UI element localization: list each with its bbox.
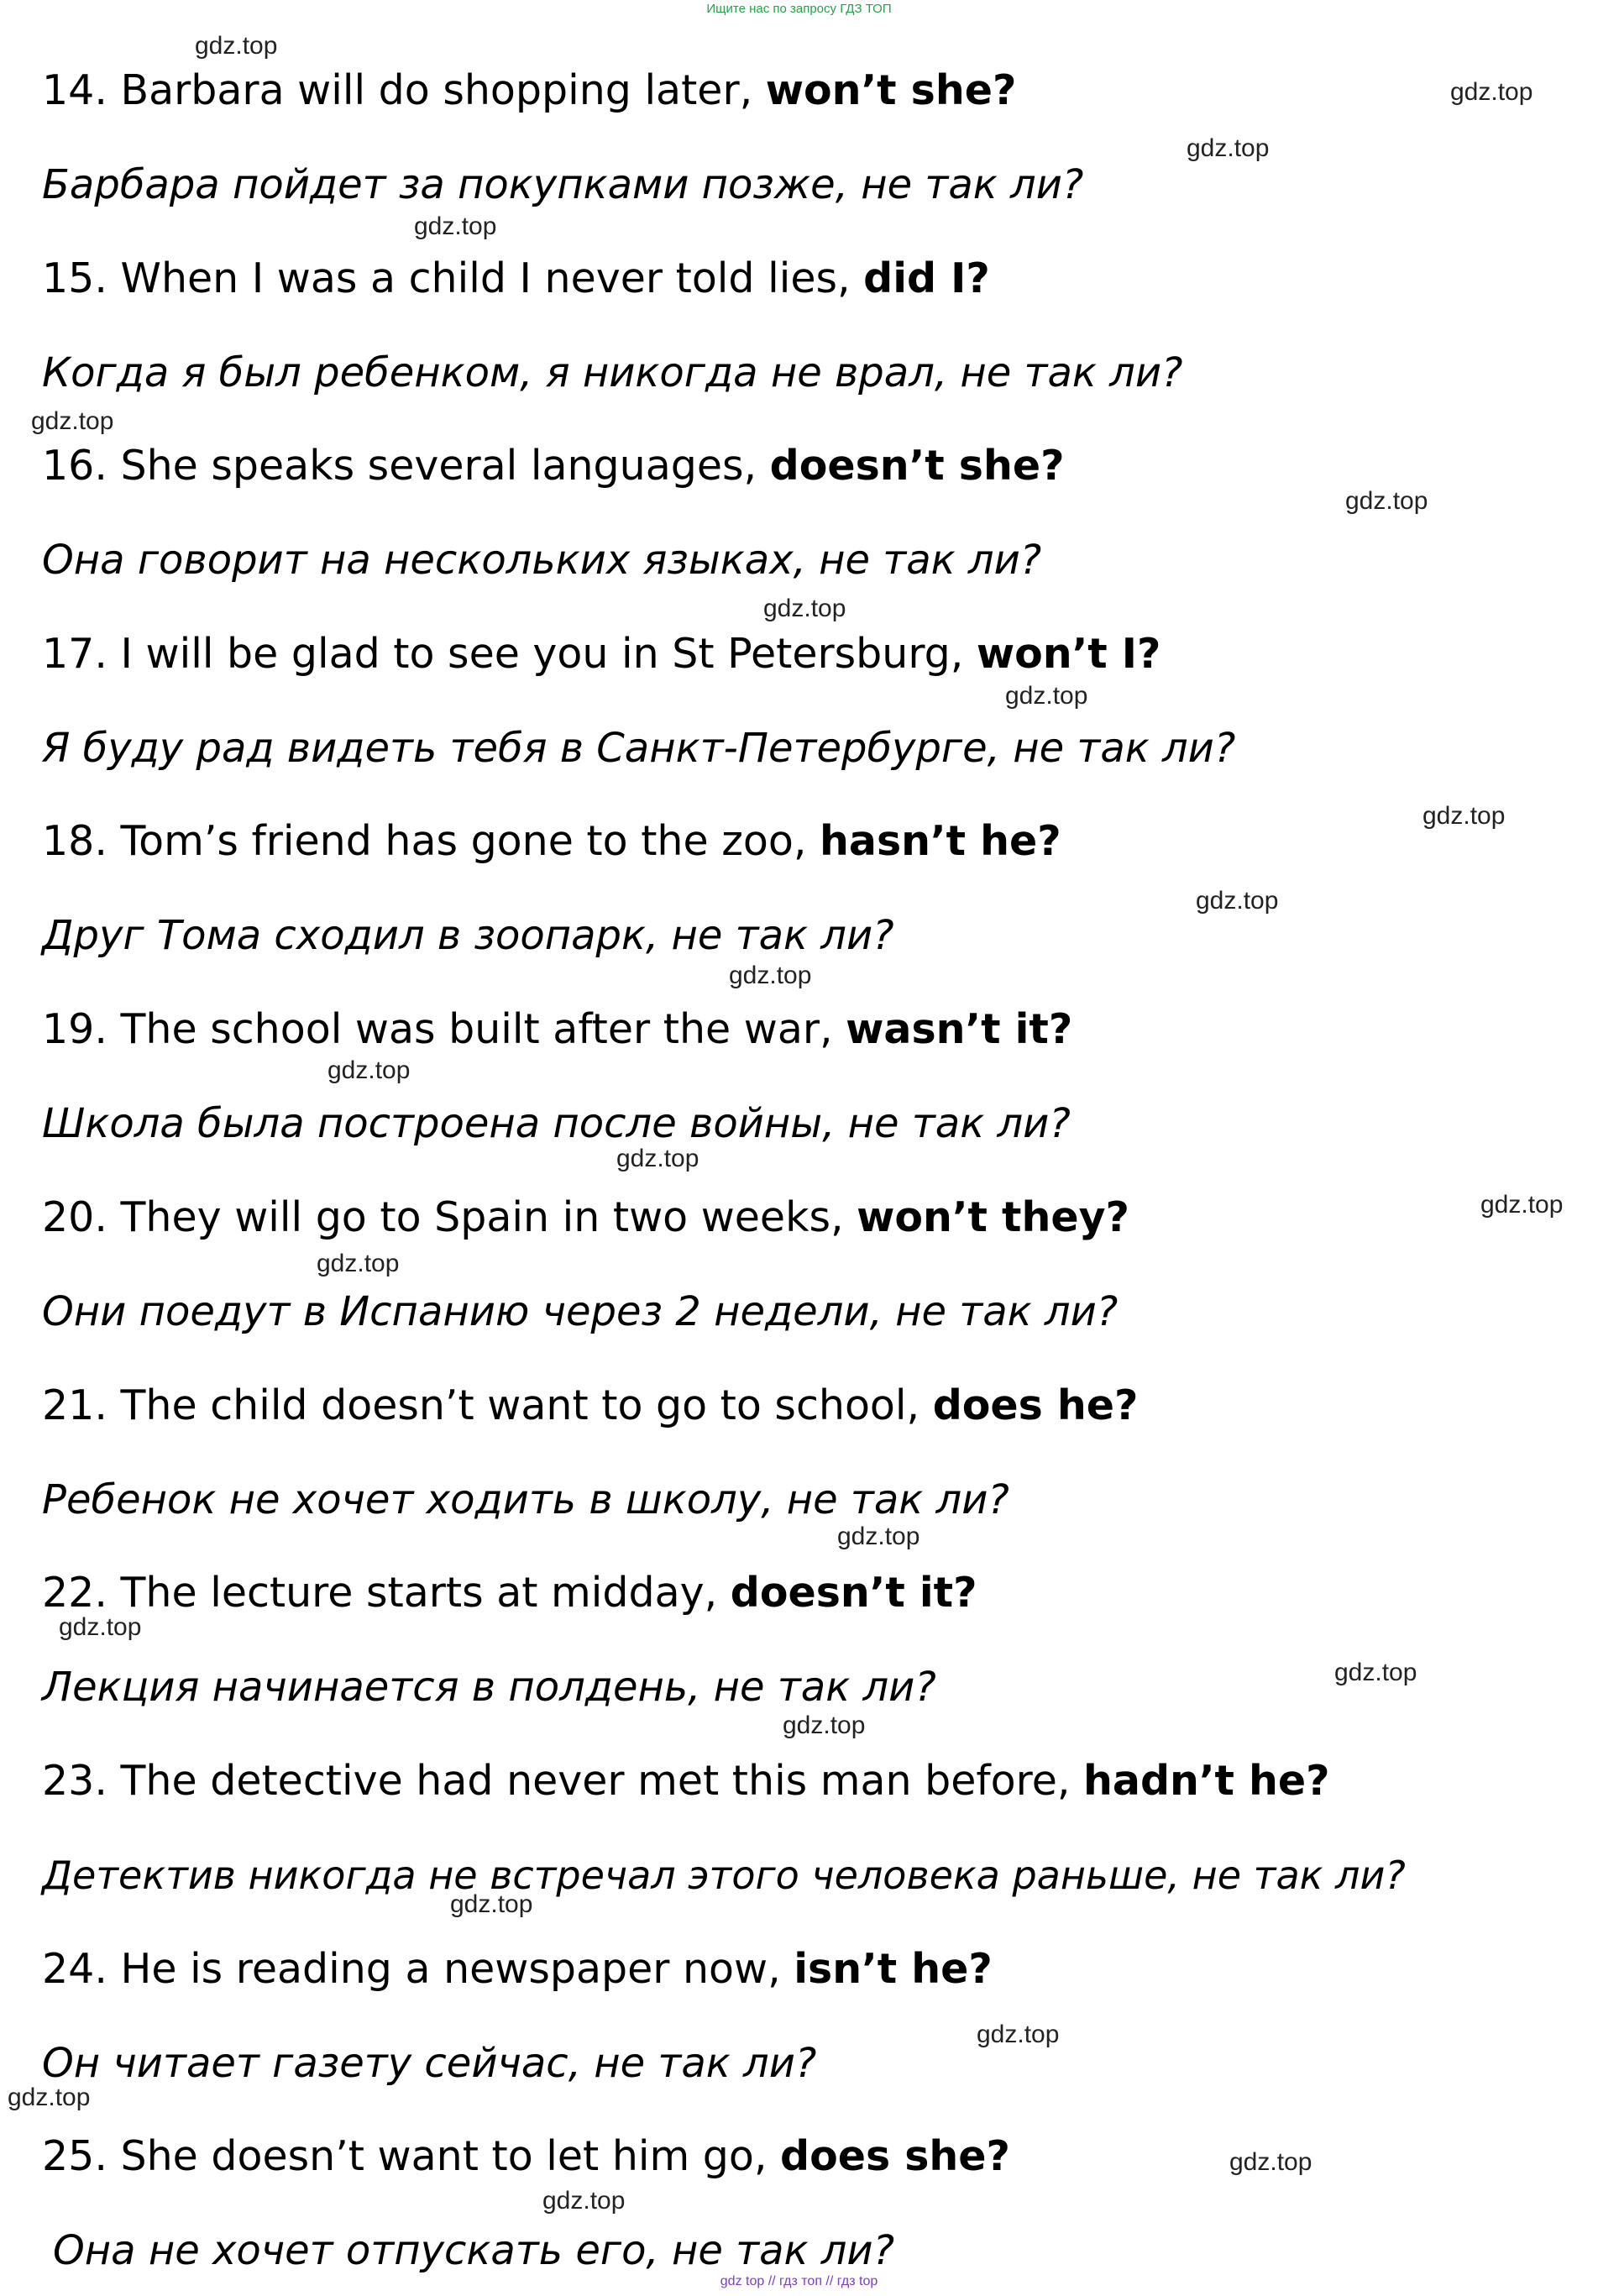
sentence-text: 17. I will be glad to see you in St Petersburg,: [42, 630, 977, 678]
russian-translation-16: Она говорит на нескольких языках, не так ли?: [42, 537, 1042, 584]
question-tag: won’t they?: [857, 1193, 1129, 1241]
watermark: gdz.top: [1450, 78, 1533, 106]
question-tag: doesn’t she?: [769, 442, 1065, 490]
watermark: gdz.top: [1229, 2148, 1312, 2176]
top-banner: Ищите нас по запросу ГДЗ ТОП: [706, 2, 892, 16]
question-tag: does he?: [932, 1381, 1139, 1429]
sentence-text: 19. The school was built after the war,: [42, 1005, 846, 1053]
russian-translation-17: Я буду рад видеть тебя в Санкт-Петербурге, не так ли?: [42, 725, 1236, 772]
sentence-text: 14. Barbara will do shopping later,: [42, 66, 766, 114]
english-sentence-20: [42, 1193, 1129, 1243]
english-sentence-16: [42, 441, 1065, 491]
watermark: gdz.top: [1480, 1191, 1564, 1219]
english-sentence-17: [42, 629, 1161, 679]
watermark: gdz.top: [1422, 802, 1506, 830]
watermark: gdz.top: [542, 2187, 626, 2215]
english-sentence-15: [42, 254, 990, 304]
russian-translation-19: Школа была построена после войны, не так ли?: [42, 1100, 1071, 1147]
question-tag: won’t I?: [976, 630, 1161, 678]
sentence-text: 18. Tom’s friend has gone to the zoo,: [42, 817, 820, 865]
watermark: gdz.top: [616, 1145, 699, 1172]
watermark: gdz.top: [450, 1890, 533, 1918]
watermark: gdz.top: [414, 212, 497, 240]
watermark: gdz.top: [1334, 1659, 1417, 1686]
english-sentence-24: [42, 1944, 993, 1995]
question-tag: did I?: [863, 254, 990, 302]
watermark: gdz.top: [195, 32, 278, 60]
russian-translation-15: Когда я был ребенком, я никогда не врал, не так ли?: [42, 349, 1183, 396]
watermark: gdz.top: [1196, 887, 1279, 915]
watermark: gdz.top: [1187, 134, 1270, 162]
russian-translation-25: Она не хочет отпускать его, не так ли?: [53, 2227, 895, 2274]
english-sentence-25: [42, 2131, 1010, 2182]
english-sentence-14: [42, 66, 1016, 116]
question-tag: won’t she?: [765, 66, 1017, 114]
watermark: gdz.top: [327, 1056, 411, 1084]
english-sentence-22: [42, 1568, 977, 1618]
sentence-text: 24. He is reading a newspaper now,: [42, 1945, 794, 1993]
russian-translation-21: Ребенок не хочет ходить в школу, не так ли?: [42, 1476, 1009, 1523]
watermark: gdz.top: [59, 1613, 142, 1641]
sentence-text: 25. She doesn’t want to let him go,: [42, 2132, 781, 2180]
english-sentence-18: [42, 816, 1061, 867]
sentence-text: 16. She speaks several languages,: [42, 442, 770, 490]
watermark: gdz.top: [837, 1523, 920, 1550]
watermark: gdz.top: [1345, 487, 1428, 515]
watermark: gdz.top: [8, 2084, 91, 2111]
sentence-text: 21. The child doesn’t want to go to school,: [42, 1381, 933, 1429]
question-tag: hasn’t he?: [820, 817, 1061, 865]
russian-translation-24: Он читает газету сейчас, не так ли?: [42, 2040, 817, 2087]
question-tag: doesn’t it?: [730, 1569, 977, 1617]
footer-watermark: gdz top // гдз топ // гдз top: [720, 2274, 878, 2288]
russian-translation-18: Друг Тома сходил в зоопарк, не так ли?: [42, 912, 894, 959]
english-sentence-21: [42, 1381, 1138, 1431]
english-sentence-19: [42, 1004, 1072, 1055]
watermark: gdz.top: [783, 1712, 866, 1739]
question-tag: hadn’t he?: [1083, 1757, 1330, 1805]
sentence-text: 15. When I was a child I never told lies,: [42, 254, 864, 302]
watermark: gdz.top: [31, 407, 114, 435]
watermark: gdz.top: [763, 595, 846, 622]
sentence-text: 20. They will go to Spain in two weeks,: [42, 1193, 857, 1241]
sentence-text: 22. The lecture starts at midday,: [42, 1569, 731, 1617]
watermark: gdz.top: [977, 2021, 1060, 2048]
sentence-text: 23. The detective had never met this man before,: [42, 1757, 1084, 1805]
russian-translation-14: Барбара пойдет за покупками позже, не так ли?: [42, 161, 1084, 208]
question-tag: wasn’t it?: [846, 1005, 1073, 1053]
watermark: gdz.top: [729, 962, 812, 989]
russian-translation-23: Детектив никогда не встречал этого человека раньше, не так ли?: [42, 1853, 1406, 1898]
question-tag: isn’t he?: [794, 1945, 993, 1993]
question-tag: does she?: [780, 2132, 1010, 2180]
watermark: gdz.top: [317, 1250, 400, 1277]
russian-translation-22: Лекция начинается в полдень, не так ли?: [42, 1664, 936, 1711]
english-sentence-23: [42, 1756, 1330, 1806]
russian-translation-20: Они поедут в Испанию через 2 недели, не так ли?: [42, 1288, 1119, 1335]
watermark: gdz.top: [1005, 682, 1088, 710]
